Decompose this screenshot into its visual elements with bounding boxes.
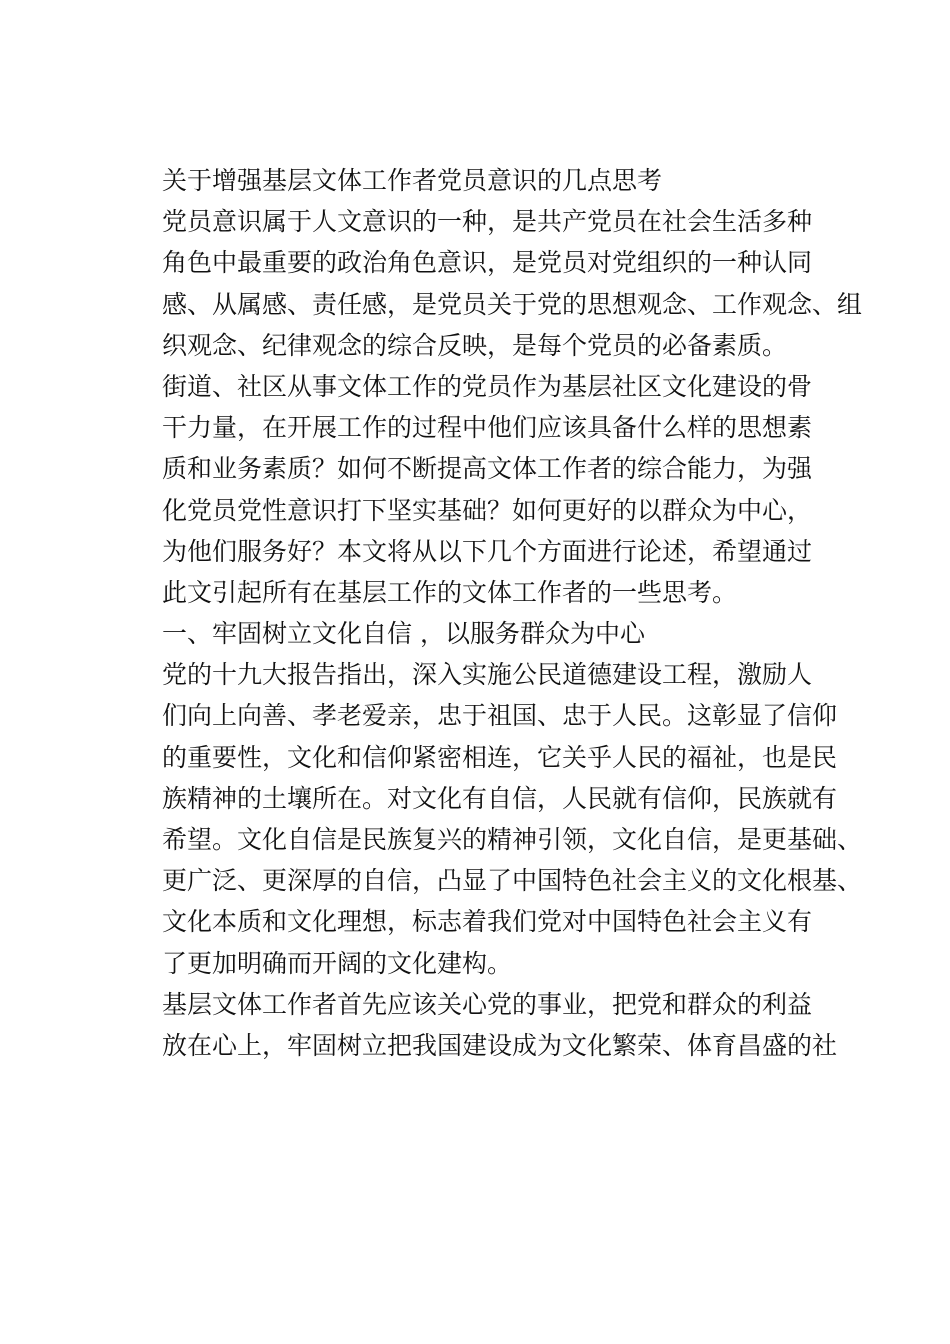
text-line: 更广泛、更深厚的自信，凸显了中国特色社会主义的文化根基、 (162, 866, 863, 896)
text-line: 感、从属感、责任感，是党员关于党的思想观念、工作观念、组 (162, 289, 863, 319)
text-line: 党员意识属于人文意识的一种，是共产党员在社会生活多种 (162, 207, 813, 237)
text-line: 化党员党性意识打下坚实基础？如何更好的以群众为中心， (162, 495, 813, 525)
text-line: 干力量，在开展工作的过程中他们应该具备什么样的思想素 (162, 413, 813, 443)
text-line: 质和业务素质？如何不断提高文体工作者的综合能力，为强 (162, 454, 813, 484)
text-line: 的重要性，文化和信仰紧密相连，它关乎人民的福祉，也是民 (162, 742, 838, 772)
text-line: 了更加明确而开阔的文化建构。 (162, 948, 513, 978)
text-line: 基层文体工作者首先应该关心党的事业，把党和群众的利益 (162, 989, 813, 1019)
text-line: 街道、社区从事文体工作的党员作为基层社区文化建设的骨 (162, 371, 813, 401)
text-line: 此文引起所有在基层工作的文体工作者的一些思考。 (162, 577, 738, 607)
text-line: 为他们服务好？本文将从以下几个方面进行论述，希望通过 (162, 536, 813, 566)
document-body (162, 160, 863, 1066)
text-line: 族精神的土壤所在。对文化有自信，人民就有信仰，民族就有 (162, 783, 838, 813)
text-line: 放在心上，牢固树立把我国建设成为文化繁荣、体育昌盛的社 (162, 1030, 838, 1060)
text-line: 文化本质和文化理想，标志着我们党对中国特色社会主义有 (162, 907, 813, 937)
text-line: 希望。文化自信是民族复兴的精神引领，文化自信，是更基础、 (162, 825, 863, 854)
text-line: 织观念、纪律观念的综合反映，是每个党员的必备素质。 (162, 330, 788, 360)
text-line: 们向上向善、孝老爱亲，忠于祖国、忠于人民。这彰显了信仰 (162, 701, 838, 731)
section-heading: 一、牢固树立文化自信 ，以服务群众为中心 (162, 619, 645, 649)
document-title: 关于增强基层文体工作者党员意识的几点思考 (162, 166, 663, 195)
text-line: 党的十九大报告指出，深入实施公民道德建设工程，激励人 (162, 660, 813, 690)
text-line: 角色中最重要的政治角色意识，是党员对党组织的一种认同 (162, 248, 813, 278)
